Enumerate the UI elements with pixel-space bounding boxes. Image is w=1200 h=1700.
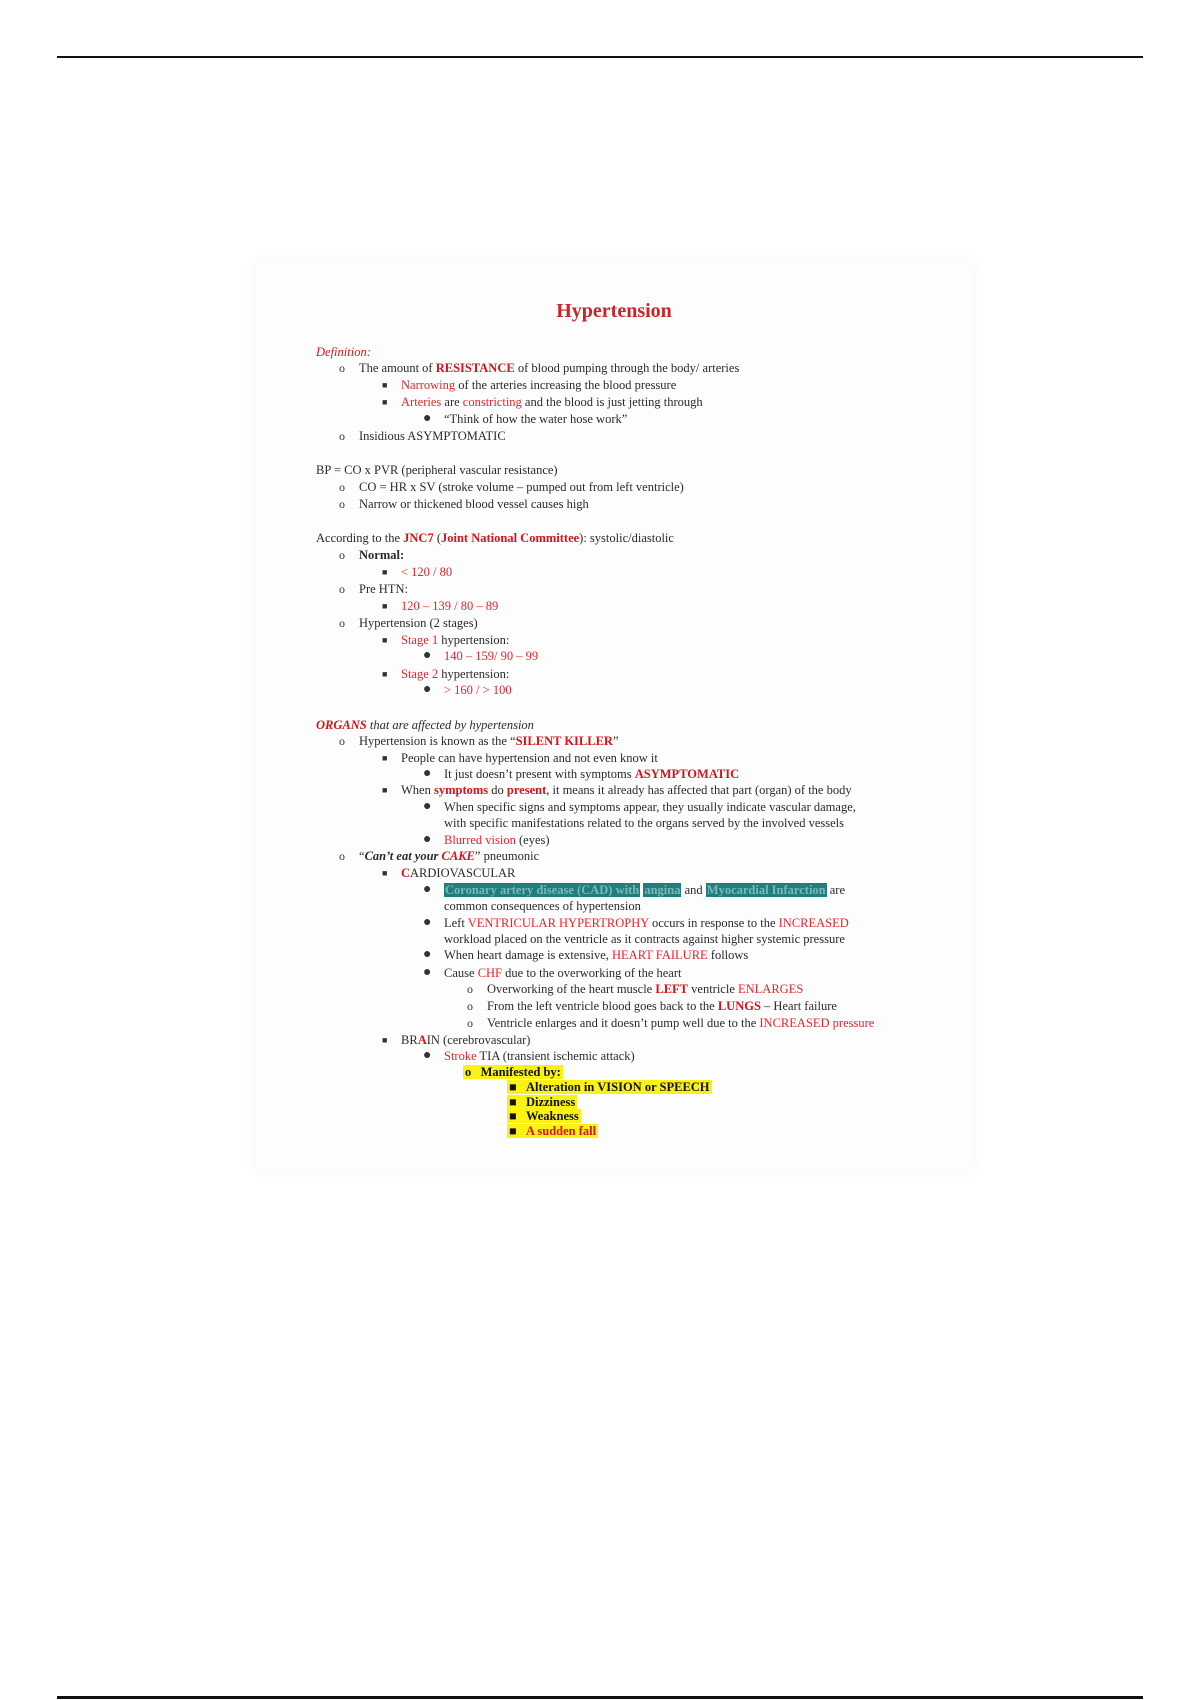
- signs-line-2: with specific manifestations related to the organs served by the involved vessels: [444, 816, 845, 830]
- circle-bullet: o: [339, 548, 345, 562]
- cad-line-2: common consequences of hypertension: [444, 899, 641, 913]
- manifestation-dizziness: ■ Dizziness: [509, 1095, 576, 1109]
- document-title: Hypertension: [556, 300, 672, 322]
- manifestation-weakness: ■ Weakness: [509, 1109, 579, 1123]
- definition-line-2: Narrowing of the arteries increasing the blood pressure: [401, 378, 677, 392]
- dot-bullet: ●: [423, 411, 432, 426]
- dot-bullet: ●: [423, 832, 432, 847]
- stage1-value: 140 – 159/ 90 – 99: [444, 649, 539, 663]
- dot-bullet: ●: [423, 682, 432, 697]
- square-bullet: ■: [382, 380, 388, 390]
- co-formula: CO = HR x SV (stroke volume – pumped out from left ventricle): [359, 480, 684, 494]
- circle-bullet: o: [339, 497, 345, 511]
- definition-line-3: Arteries are constricting and the blood is just jetting through: [401, 395, 703, 409]
- stage2-label: Stage 2 hypertension:: [401, 667, 510, 681]
- definition-line-5: Insidious ASYMPTOMATIC: [359, 429, 506, 443]
- prehtn-label: Pre HTN:: [359, 582, 408, 596]
- narrow-vessel-line: Narrow or thickened blood vessel causes high: [359, 497, 589, 511]
- prehtn-value: 120 – 139 / 80 – 89: [401, 599, 499, 613]
- htn-stages-label: Hypertension (2 stages): [359, 616, 478, 630]
- stroke-line: Stroke TIA (transient ischemic attack): [444, 1049, 635, 1063]
- cardiovascular-heading: CARDIOVASCULAR: [401, 866, 516, 880]
- dot-bullet: ●: [423, 915, 432, 930]
- square-bullet: ■: [382, 1035, 388, 1045]
- manifested-by-line: o Manifested by:: [465, 1065, 561, 1079]
- circle-bullet: o: [339, 849, 345, 863]
- circle-bullet: o: [339, 429, 345, 443]
- heart-failure-line: When heart damage is extensive, HEART FAILURE follows: [444, 948, 749, 962]
- circle-bullet: o: [339, 480, 345, 494]
- square-bullet: ■: [382, 785, 388, 795]
- dot-bullet: ●: [423, 799, 432, 814]
- ventricle-enlarges-line: Ventricle enlarges and it doesn’t pump well due to the INCREASED pressure: [487, 1016, 875, 1030]
- lvh-line-2: workload placed on the ventricle as it contracts against higher systemic pressure: [444, 932, 845, 946]
- stage1-label: Stage 1 hypertension:: [401, 633, 510, 647]
- lvh-line: Left VENTRICULAR HYPERTROPHY occurs in response to the INCREASED: [444, 916, 849, 930]
- top-rule: [57, 56, 1143, 58]
- bottom-rule: [57, 1696, 1143, 1699]
- small-circle-bullet: o: [467, 999, 473, 1013]
- square-bullet: ■: [382, 397, 388, 407]
- square-bullet: ■: [382, 669, 388, 679]
- definition-label: Definition:: [316, 345, 371, 359]
- jnc7-line: According to the JNC7 (Joint National Committee): systolic/diastolic: [316, 531, 674, 545]
- circle-bullet: o: [339, 734, 345, 748]
- bp-formula: BP = CO x PVR (peripheral vascular resistance): [316, 463, 558, 477]
- chf-line: Cause CHF due to the overworking of the heart: [444, 966, 682, 980]
- circle-bullet: o: [339, 582, 345, 596]
- definition-line-1: The amount of RESISTANCE of blood pumping through the body/ arteries: [359, 361, 740, 375]
- normal-value: < 120 / 80: [401, 565, 453, 579]
- organs-heading: ORGANS that are affected by hypertension: [316, 718, 534, 732]
- people-line: People can have hypertension and not even know it: [401, 751, 658, 765]
- square-bullet: ■: [382, 868, 388, 878]
- normal-label: Normal:: [359, 548, 405, 562]
- blurred-vision-line: Blurred vision (eyes): [444, 833, 550, 847]
- stage2-value: > 160 / > 100: [444, 683, 512, 697]
- dot-bullet: ●: [423, 882, 432, 897]
- square-bullet: ■: [382, 753, 388, 763]
- square-bullet: ■: [382, 601, 388, 611]
- small-circle-bullet: o: [467, 1016, 473, 1030]
- signs-line-1: When specific signs and symptoms appear, they usually indicate vascular damage,: [444, 800, 856, 814]
- brain-heading: BRAIN (cerebrovascular): [401, 1033, 531, 1047]
- square-bullet: ■: [382, 635, 388, 645]
- circle-bullet: o: [339, 361, 345, 375]
- silent-killer-line: Hypertension is known as the “SILENT KILLER”: [359, 734, 619, 748]
- manifestation-vision-speech: ■ Alteration in VISION or SPEECH: [509, 1080, 710, 1094]
- square-bullet: ■: [382, 567, 388, 577]
- dot-bullet: ●: [423, 947, 432, 962]
- dot-bullet: ●: [423, 648, 432, 663]
- cake-mnemonic-line: “Can’t eat your CAKE” pneumonic: [359, 849, 540, 863]
- overworking-line: Overworking of the heart muscle LEFT ventricle ENLARGES: [487, 982, 804, 996]
- cad-line: Coronary artery disease (CAD) with angina and Myocardial Infarction are: [445, 883, 846, 897]
- lungs-line: From the left ventricle blood goes back to the LUNGS – Heart failure: [487, 999, 837, 1013]
- dot-bullet: ●: [423, 965, 432, 980]
- document-page: [255, 262, 973, 1170]
- dot-bullet: ●: [423, 1048, 432, 1063]
- definition-line-4: “Think of how the water hose work”: [444, 412, 628, 426]
- manifestation-sudden-fall: ■ A sudden fall: [509, 1124, 597, 1138]
- small-circle-bullet: o: [467, 982, 473, 996]
- when-symptoms-line: When symptoms do present, it means it already has affected that part (organ) of the body: [401, 783, 852, 797]
- asymptomatic-line: It just doesn’t present with symptoms ASYMPTOMATIC: [444, 767, 740, 781]
- dot-bullet: ●: [423, 766, 432, 781]
- circle-bullet: o: [339, 616, 345, 630]
